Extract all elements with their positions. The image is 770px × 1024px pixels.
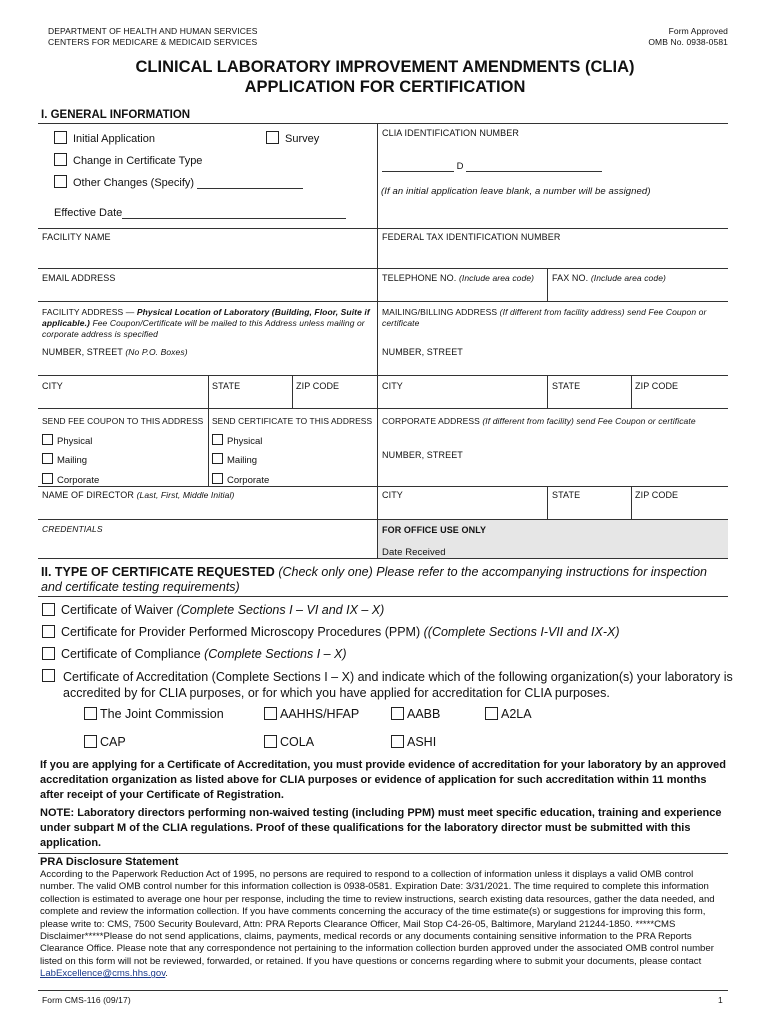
org-cap[interactable]: CAP [84, 735, 126, 749]
org-joint-commission[interactable]: The Joint Commission [84, 707, 224, 721]
agency-line-1: DEPARTMENT OF HEALTH AND HUMAN SERVICES [48, 26, 258, 36]
change-type-option[interactable]: Change in Certificate Type [54, 153, 202, 167]
pra-heading: PRA Disclosure Statement [40, 856, 179, 868]
section-2-heading: II. TYPE OF CERTIFICATE REQUESTED (Check only one) Please refer to the accompanying instructions for inspection and certificate testing requirements) [41, 565, 708, 594]
fee-physical-checkbox[interactable] [42, 434, 53, 445]
mailing-state-label: STATE [552, 381, 581, 391]
other-changes-field[interactable] [197, 178, 303, 189]
send-certificate-label: SEND CERTIFICATE TO THIS ADDRESS [212, 416, 373, 426]
mailing-zip-label: ZIP CODE [635, 381, 679, 391]
director-note-paragraph: NOTE: Laboratory directors performing non-waived testing (including PPM) must meet specific education, training and experience under subpart M of the CLIA regulations. Proof of these qualifications for the laboratory director must be submitted with this application. [40, 807, 722, 849]
mailing-number-street-label: NUMBER, STREET [382, 347, 463, 357]
facility-city-label: CITY [42, 381, 63, 391]
corporate-address-label: CORPORATE ADDRESS (If different from facility) send Fee Coupon or certificate [382, 416, 696, 426]
initial-application-option[interactable]: Initial Application [54, 131, 155, 145]
clia-note: (If an initial application leave blank, a number will be assigned) [381, 186, 651, 197]
other-changes-checkbox[interactable] [54, 175, 67, 188]
org-aabb-checkbox[interactable] [391, 707, 404, 720]
org-a2la-checkbox[interactable] [485, 707, 498, 720]
survey-option[interactable]: Survey [266, 131, 319, 145]
waiver-checkbox[interactable] [42, 603, 55, 616]
send-fee-coupon-label: SEND FEE COUPON TO THIS ADDRESS [42, 416, 204, 426]
office-use-label: FOR OFFICE USE ONLY [382, 525, 487, 535]
federal-tax-label: FEDERAL TAX IDENTIFICATION NUMBER [382, 232, 561, 242]
cert-physical-option[interactable]: Physical [212, 434, 262, 447]
page-number: 1 [718, 995, 723, 1005]
accreditation-checkbox[interactable] [42, 669, 55, 682]
omb-number: OMB No. 0938-0581 [648, 37, 728, 47]
fee-corporate-checkbox[interactable] [42, 473, 53, 484]
section-1-heading: I. GENERAL INFORMATION [41, 109, 191, 121]
fee-physical-option[interactable]: Physical [42, 434, 92, 447]
cert-mailing-option[interactable]: Mailing [212, 453, 257, 466]
mailing-city-label: CITY [382, 381, 403, 391]
waiver-option[interactable]: Certificate of Waiver (Complete Sections I – VI and IX – X) [42, 603, 384, 617]
change-type-checkbox[interactable] [54, 153, 67, 166]
date-received-label: Date Received [382, 547, 446, 558]
compliance-option[interactable]: Certificate of Compliance (Complete Sections I – X) [42, 647, 347, 661]
org-aahhs-hfap[interactable]: AAHHS/HFAP [264, 707, 359, 721]
fee-mailing-option[interactable]: Mailing [42, 453, 87, 466]
compliance-checkbox[interactable] [42, 647, 55, 660]
org-aahhs-hfap-checkbox[interactable] [264, 707, 277, 720]
email-label: EMAIL ADDRESS [42, 273, 116, 283]
corporate-state-label: STATE [552, 490, 581, 500]
fee-corporate-option[interactable]: Corporate [42, 473, 99, 486]
org-joint-commission-checkbox[interactable] [84, 707, 97, 720]
pra-text: According to the Paperwork Reduction Act of 1995, no persons are required to respond to a collection of information unless it displays a valid OMB control number. The valid OMB control number for this information collection is 0938-0581. Expiration Date: 3/31/2021. The time required to complete this information collection is estimated to average one hour per response, including the time to review instructions, search existing data resources, gather the data needed, and complete and review the information collection. If you have comments concerning the accuracy of the time estimate(s) or suggestions for improving this form, please write to: CMS, 7500 Security Boulevard, Attn: PRA Reports Clearance Officer, Mail Stop C4-26-05, Baltimore, Maryland 21244-1850. *****CMS Disclaimer*****Please do not send applications, claims, payments, medical records or any documents containing sensitive information to the PRA Reports Clearance Office. Please note that any correspondence not pertaining to the information collection burden approved under the associated OMB control number listed on this form will not be reviewed, forwarded, or retained. If you have questions or concerns regarding where to submit your documents, please contact LabExcellence@cms.hhs.gov. [40, 869, 715, 980]
form-number: Form CMS-116 (09/17) [42, 995, 131, 1005]
agency-line-2: CENTERS FOR MEDICARE & MEDICAID SERVICES [48, 37, 258, 47]
accreditation-evidence-paragraph: If you are applying for a Certificate of Accreditation, you must provide evidence of accreditation for your laboratory by an approved accreditation organization as listed above for CLIA purposes or evidence of application for such accreditation within 11 months after receipt of your Certificate of Registration. [40, 759, 727, 801]
form-title-line-2: APPLICATION FOR CERTIFICATION [244, 78, 526, 96]
telephone-label: TELEPHONE NO. (Include area code) [382, 273, 535, 283]
survey-checkbox[interactable] [266, 131, 279, 144]
org-a2la[interactable]: A2LA [485, 707, 532, 721]
corporate-zip-label: ZIP CODE [635, 490, 679, 500]
facility-number-street-label: NUMBER, STREET (No P.O. Boxes) [42, 347, 188, 357]
org-cola[interactable]: COLA [264, 735, 314, 749]
cert-corporate-option[interactable]: Corporate [212, 473, 269, 486]
form-approved: Form Approved [668, 26, 728, 36]
lab-excellence-email-link[interactable]: LabExcellence@cms.hhs.gov [40, 968, 166, 980]
fax-label: FAX NO. (Include area code) [552, 273, 666, 283]
clia-id-field[interactable]: D [382, 161, 602, 172]
initial-application-checkbox[interactable] [54, 131, 67, 144]
effective-date-field[interactable] [122, 208, 346, 219]
facility-address-label: FACILITY ADDRESS — Physical Location of Laboratory (Building, Floor, Suite if applicable.) Fee Coupon/Certificate will be mailed to this Address unless mailing or corporate address is specified [42, 307, 370, 339]
cert-physical-checkbox[interactable] [212, 434, 223, 445]
mailing-address-label: MAILING/BILLING ADDRESS (If different from facility address) send Fee Coupon or certificate [382, 307, 707, 328]
org-ashi[interactable]: ASHI [391, 735, 436, 749]
other-changes-option[interactable]: Other Changes (Specify) [54, 175, 303, 189]
cert-mailing-checkbox[interactable] [212, 453, 223, 464]
ppm-checkbox[interactable] [42, 625, 55, 638]
credentials-label: CREDENTIALS [42, 524, 103, 534]
accreditation-option[interactable] [42, 669, 61, 683]
corporate-number-street-label: NUMBER, STREET [382, 450, 463, 460]
director-label: NAME OF DIRECTOR (Last, First, Middle Initial) [42, 490, 235, 500]
clia-id-label: CLIA IDENTIFICATION NUMBER [382, 128, 519, 138]
facility-zip-label: ZIP CODE [296, 381, 340, 391]
effective-date-row: Effective Date [54, 207, 346, 219]
corporate-city-label: CITY [382, 490, 403, 500]
form-title-line-1: CLINICAL LABORATORY IMPROVEMENT AMENDMENTS (CLIA) [135, 58, 635, 76]
accreditation-text: Certificate of Accreditation (Complete Sections I – X) and indicate which of the following organization(s) your laboratory is accredited by for CLIA purposes, or for which you have applied for accreditation for CLIA purposes. [63, 670, 733, 700]
facility-name-label: FACILITY NAME [42, 232, 111, 242]
org-aabb[interactable]: AABB [391, 707, 440, 721]
facility-state-label: STATE [212, 381, 241, 391]
org-ashi-checkbox[interactable] [391, 735, 404, 748]
cert-corporate-checkbox[interactable] [212, 473, 223, 484]
fee-mailing-checkbox[interactable] [42, 453, 53, 464]
org-cap-checkbox[interactable] [84, 735, 97, 748]
org-cola-checkbox[interactable] [264, 735, 277, 748]
ppm-option[interactable]: Certificate for Provider Performed Microscopy Procedures (PPM) ((Complete Sections I-VII and IX-X) [42, 625, 620, 639]
